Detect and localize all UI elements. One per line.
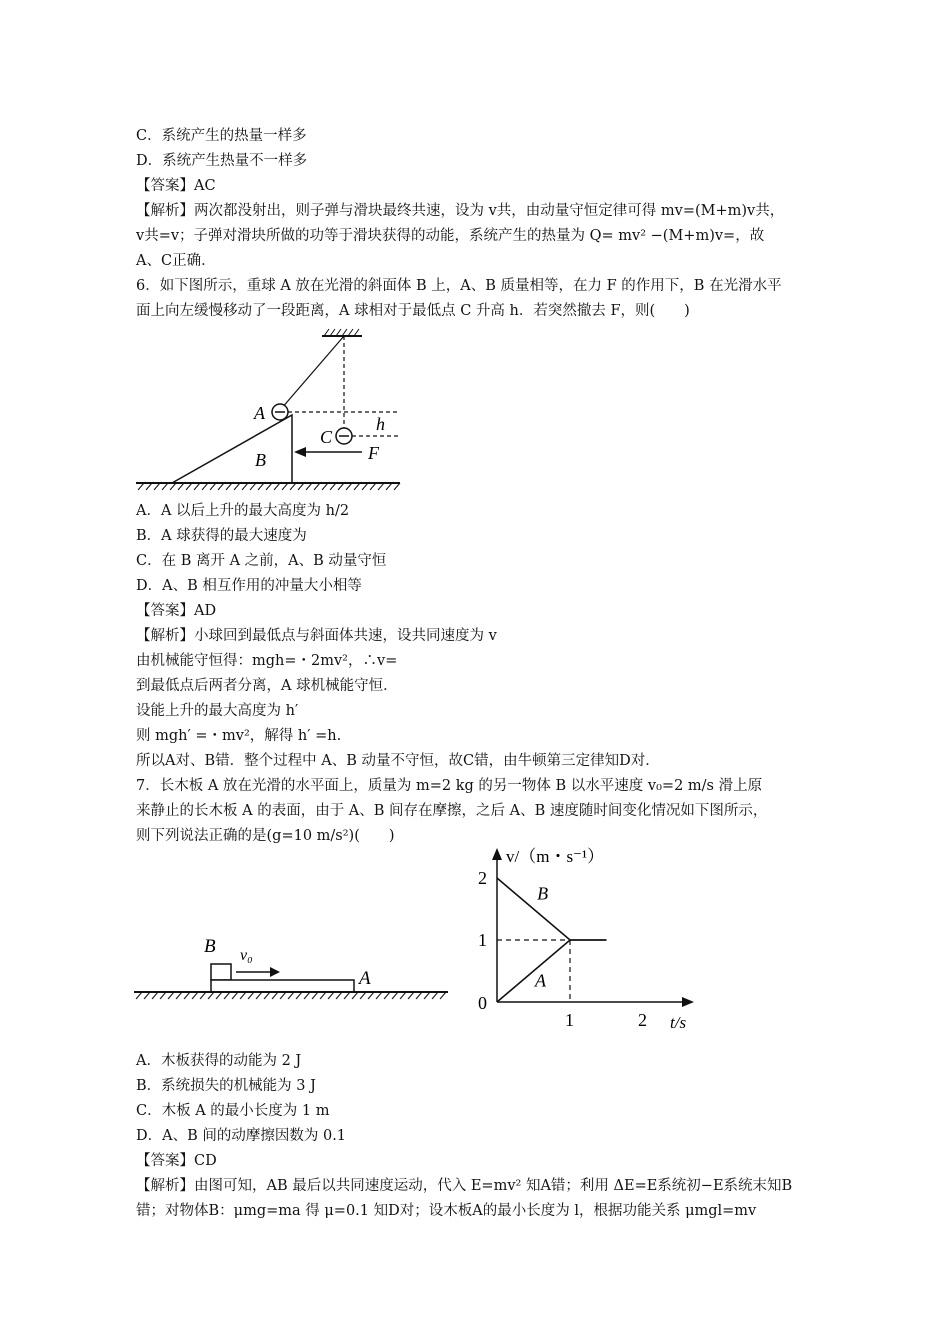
x-axis-label: t/s: [670, 1013, 687, 1032]
q6-option-a: A．A 以后上升的最大高度为 h/2: [136, 503, 350, 519]
q6-stem-line-2: 面上向左缓慢移动了一段距离，A 球相对于最低点 C 升高 h．若突然撤去 F，则( ): [136, 303, 690, 319]
q6-incline-figure: [130, 322, 410, 497]
q7-stem-line-3: 则下列说法正确的是(g=10 m/s²)( ): [136, 828, 395, 844]
q5-option-d: D．系统产生热量不一样多: [136, 153, 308, 169]
floor-hatch: [136, 992, 446, 999]
q6-option-c: C．在 B 离开 A 之前，A、B 动量守恒: [136, 553, 387, 569]
label-b: B: [255, 450, 266, 470]
board-a: [211, 980, 354, 992]
q7-option-c: C．木板 A 的最小长度为 1 m: [136, 1103, 330, 1119]
y-axis-arrow: [492, 848, 502, 860]
label-h: h: [376, 414, 385, 434]
y-axis-label: v/（m・s⁻¹）: [506, 847, 605, 866]
q7-velocity-time-chart: [470, 842, 710, 1032]
q6-option-d: D．A、B 相互作用的冲量大小相等: [136, 578, 362, 594]
x-axis-arrow: [682, 997, 694, 1007]
series-label-b: B: [537, 883, 549, 904]
label-c: C: [320, 427, 333, 447]
q6-explanation-line-5: 则 mgh′ =・mv²，解得 h′ =h.: [136, 728, 342, 744]
q6-explanation-line-2: 由机械能守恒得：mgh=・2mv²，∴v=: [136, 653, 398, 669]
q6-explanation-line-1: 【解析】小球回到最低点与斜面体共速，设共同速度为 v: [136, 628, 497, 644]
q5-option-c: C．系统产生的热量一样多: [136, 128, 307, 144]
label-v0: v₀: [240, 947, 253, 964]
q6-explanation-line-3: 到最低点后两者分离，A 球机械能守恒．: [136, 678, 398, 694]
rope: [281, 336, 344, 409]
q5-explanation-line-1: 【解析】两次都没射出，则子弹与滑块最终共速，设为 v共，由动量守恒定律可得 mv=(M+m)v共，: [136, 203, 785, 219]
q6-option-b: B．A 球获得的最大速度为: [136, 528, 307, 544]
q7-stem-line-1: 7．长木板 A 放在光滑的水平面上，质量为 m=2 kg 的另一物体 B 以水平速度 v₀=2 m/s 滑上原: [136, 778, 763, 794]
q7-stem-line-2: 来静止的长木板 A 的表面，由于 A、B 间存在摩擦，之后 A、B 速度随时间变化情况如下图所示，: [136, 803, 768, 819]
label-a: A: [254, 403, 265, 423]
q6-explanation-line-4: 设能上升的最大高度为 h′: [136, 703, 299, 719]
x-tick-label: 2: [638, 1010, 647, 1030]
x-tick-label: 1: [565, 1010, 574, 1030]
q6-answer: 【答案】AD: [136, 603, 217, 619]
q5-explanation-line-2: v共=v；子弹对滑块所做的功等于滑块获得的动能，系统产生的热量为 Q= mv² −(M+m)v=，故: [136, 228, 765, 244]
series-line-b: [497, 878, 607, 940]
ground-hatch: [138, 483, 400, 490]
q7-explanation-line-2: 错；对物体B：μmg=ma 得 μ=0.1 知D对；设木板A的最小长度为 l，根据功能关系 μmgl=mv: [136, 1203, 757, 1219]
q6-explanation-line-6: 所以A对、B错．整个过程中 A、B 动量不守恒，故C错，由牛顿第三定律知D对．: [136, 753, 660, 769]
series-line-a: [497, 940, 607, 1002]
q7-answer: 【答案】CD: [136, 1153, 217, 1169]
label-block-b: B: [204, 936, 216, 957]
q7-option-d: D．A、B 间的动摩擦因数为 0.1: [136, 1128, 347, 1144]
q7-option-a: A．木板获得的动能为 2 J: [136, 1053, 302, 1069]
label-board-a: A: [359, 968, 371, 989]
q5-answer: 【答案】AC: [136, 178, 216, 194]
q5-explanation-line-3: A、C正确．: [136, 253, 216, 269]
block-b: [211, 964, 231, 980]
q7-board-figure: [130, 928, 452, 1008]
origin-label: 0: [478, 993, 487, 1013]
y-tick-label: 2: [478, 868, 487, 888]
ceiling-hatch: [324, 329, 359, 336]
q6-stem-line-1: 6．如下图所示，重球 A 放在光滑的斜面体 B 上，A、B 质量相等，在力 F 的作用下，B 在光滑水平: [136, 278, 782, 294]
series-label-a: A: [534, 970, 546, 991]
y-tick-label: 1: [478, 930, 487, 950]
label-f: F: [368, 443, 379, 463]
q7-explanation-line-1: 【解析】由图可知，AB 最后以共同速度运动，代入 E=mv² 知A错；利用 ΔE=E系统初−E系统末知B: [136, 1178, 793, 1194]
q7-option-b: B．系统损失的机械能为 3 J: [136, 1078, 316, 1094]
incline-b: [172, 415, 292, 483]
